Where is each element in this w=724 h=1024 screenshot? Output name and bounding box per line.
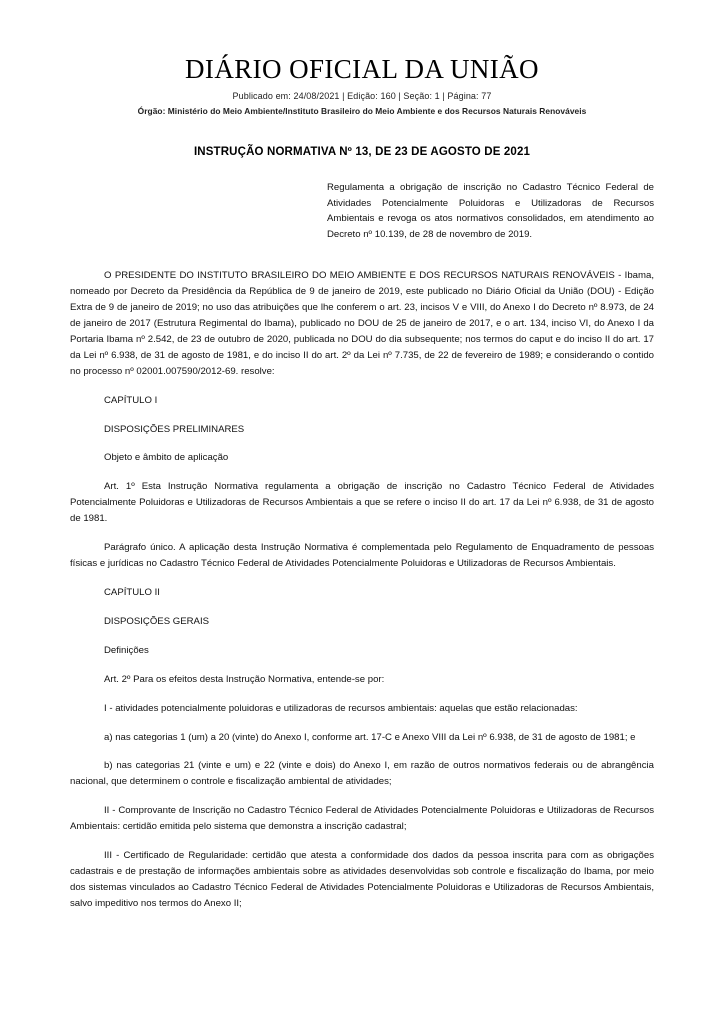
section-definicoes-label: Definições <box>104 644 149 656</box>
article-2-item-iii: III - Certificado de Regularidade: certidão que atesta a conformidade dos dados da pessoa inscrita para com as obrigações cadastrais e de prestação de informações ambientais sobre as atividades desenvolvidas sob controle e fiscalização do Ibama, por meio dos sistemas vinculados ao Cadastro Técnico Federal de Atividades Potencialmente Poluidoras e Utilizadoras de Recursos Ambientais, salvo impeditivo nos termos do Anexo II; <box>70 850 654 909</box>
chapter-one-subtitle: DISPOSIÇÕES PRELIMINARES <box>104 423 245 435</box>
ementa-summary: Regulamenta a obrigação de inscrição no Cadastro Técnico Federal de Atividades Potencialmente Poluidoras e Utilizadoras de Recursos Ambientais e revoga os atos normativos consolidados, em atendimento ao Decreto nº 10.139, de 28 de novembro de 2019. <box>326 182 654 240</box>
issuing-organ: Órgão: Ministério do Meio Ambiente/Instituto Brasileiro do Meio Ambiente e dos Recursos Naturais Renováveis <box>137 106 587 116</box>
chapter-one-label: CAPÍTULO I <box>104 394 158 406</box>
publication-info: Publicado em: 24/08/2021 | Edição: 160 | Seção: 1 | Página: 77 <box>232 91 492 101</box>
chapter-two-subtitle: DISPOSIÇÕES GERAIS <box>104 615 210 627</box>
article-2-item-ii: II - Comprovante de Inscrição no Cadastro Técnico Federal de Atividades Potencialmente Poluidoras e Utilizadoras de Recursos Ambientais: certidão emitida pelo sistema que demonstra a inscrição cadastral; <box>70 805 654 833</box>
preamble-paragraph: O PRESIDENTE DO INSTITUTO BRASILEIRO DO MEIO AMBIENTE E DOS RECURSOS NATURAIS RENOVÁVEIS - Ibama, nomeado por Decreto da Presidência da República de 9 de janeiro de 2019, este publicado no Diário Oficial da União (DOU) - Edição Extra de 9 de janeiro de 2019; no uso das atribuições que lhe conferem o art. 23, incisos V e VIII, do Anexo I do Decreto nº 8.973, de 24 de janeiro de 2017 (Estrutura Regimental do Ibama), publicado no DOU de 25 de janeiro de 2017, e o art. 134, inciso VI, do Anexo I da Portaria Ibama nº 2.542, de 23 de outubro de 2020, publicada no DOU do dia subsequente; nos termos do caput e do inciso II do art. 17 da Lei nº 6.938, de 31 de agosto de 1981, e do inciso II do art. 2º da Lei nº 7.735, de 22 de fevereiro de 1989; e considerando o contido no processo nº 02001.007590/2012-69. resolve: <box>70 270 654 377</box>
article-2-item-i: I - atividades potencialmente poluidoras e utilizadoras de recursos ambientais: aquelas que estão relacionadas: <box>104 702 578 714</box>
section-objeto-label: Objeto e âmbito de aplicação <box>104 452 229 464</box>
article-1: Art. 1º Esta Instrução Normativa regulamenta a obrigação de inscrição no Cadastro Técnico Federal de Atividades Potencialmente Poluidoras e Utilizadoras de Recursos Ambientais a que se refere o inciso II do art. 17 da Lei nº 6.938, de 31 de agosto de 1981. <box>70 481 654 525</box>
document-body <box>70 268 654 912</box>
article-2-item-i-b: b) nas categorias 21 (vinte e um) e 22 (vinte e dois) do Anexo I, em razão de outros normativos federais ou de abrangência nacional, que determinem o controle e fiscalização ambiental de atividades; <box>70 760 654 788</box>
article-2-item-i-a: a) nas categorias 1 (um) a 20 (vinte) do Anexo I, conforme art. 17-C e Anexo VIII da Lei nº 6.938, de 31 de agosto de 1981; e <box>104 731 636 743</box>
masthead-title: DIÁRIO OFICIAL DA UNIÃO <box>185 54 539 84</box>
page-title: INSTRUÇÃO NORMATIVA Nº 13, DE 23 DE AGOSTO DE 2021 <box>193 146 531 158</box>
article-1-sole-paragraph: Parágrafo único. A aplicação desta Instrução Normativa é complementada pelo Regulamento de Enquadramento de pessoas físicas e jurídicas no Cadastro Técnico Federal de Atividades Potencialmente Poluidoras e Utilizadoras de Recursos Ambientais. <box>70 542 654 570</box>
chapter-two-label: CAPÍTULO II <box>104 586 160 598</box>
article-2: Art. 2º Para os efeitos desta Instrução Normativa, entende-se por: <box>104 673 385 685</box>
